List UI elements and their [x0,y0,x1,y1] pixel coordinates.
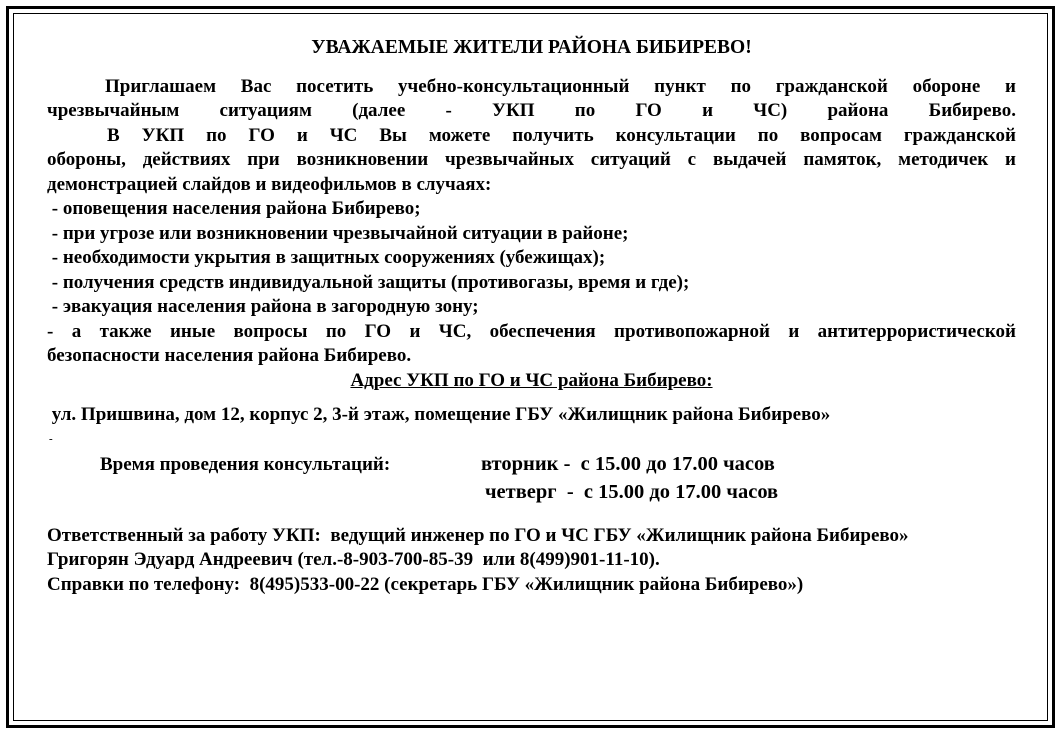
intro-line-5: демонстрацией слайдов и видеофильмов в случаях: [47,173,492,195]
schedule-day-1: вторник - с 15.00 до 17.00 часов [481,452,775,475]
list-item: - при угрозе или возникновении чрезвычайной ситуации в районе; [47,222,629,244]
last-item-line-2: безопасности населения района Бибирево. [47,345,412,366]
intro-line-4: обороны, действиях при возникновении чрезвычайных ситуаций с выдачей памяток, методичек и [47,149,1016,170]
responsible-line-3: Справки по телефону: 8(495)533-00-22 (секретарь ГБУ «Жилищник района Бибирево») [47,573,804,595]
address-text: ул. Пришвина, дом 12, корпус 2, 3-й этаж, помещение ГБУ «Жилищник района Бибирево» [47,404,831,425]
schedule-day-2: четверг - с 15.00 до 17.00 часов [485,480,779,503]
notice-title: УВАЖАЕМЫЕ ЖИТЕЛИ РАЙОНА БИБИРЕВО! [311,37,752,58]
responsible-line-1: Ответственный за работу УКП: ведущий инженер по ГО и ЧС ГБУ «Жилищник района Бибирево» [47,524,909,546]
list-item: - эвакуация населения района в загородную зону; [47,296,479,317]
intro-line-3: В УКП по ГО и ЧС Вы можете получить консультации по вопросам гражданской [107,124,1016,146]
schedule-row-2 [47,478,1016,506]
list-item: - необходимости укрытия в защитных сооружениях (убежищах); [47,247,606,268]
intro-line-1: Приглашаем Вас посетить учебно-консультационный пункт по гражданской обороне и [105,75,1016,97]
address-heading: Адрес УКП по ГО и ЧС района Бибирево: [350,369,713,391]
intro-line-2: чрезвычайным ситуациям (далее - УКП по ГО и ЧС) района Бибирево. [47,100,1016,121]
responsible-line-2: Григорян Эдуард Андреевич (тел.-8-903-700-85-39 или 8(499)901-11-10). [47,549,660,570]
schedule-label: Время проведения консультаций: [100,453,391,475]
notice-content [47,36,1016,597]
list-item: - оповещения населения района Бибирево; [47,198,421,219]
dash-mark: - [49,432,53,445]
schedule-row-1 [47,450,1016,478]
list-item: - получения средств индивидуальной защиты (противогазы, время и где); [47,271,690,293]
last-item-line-1: - а также иные вопросы по ГО и ЧС, обеспечения противопожарной и антитеррористической [47,320,1016,342]
